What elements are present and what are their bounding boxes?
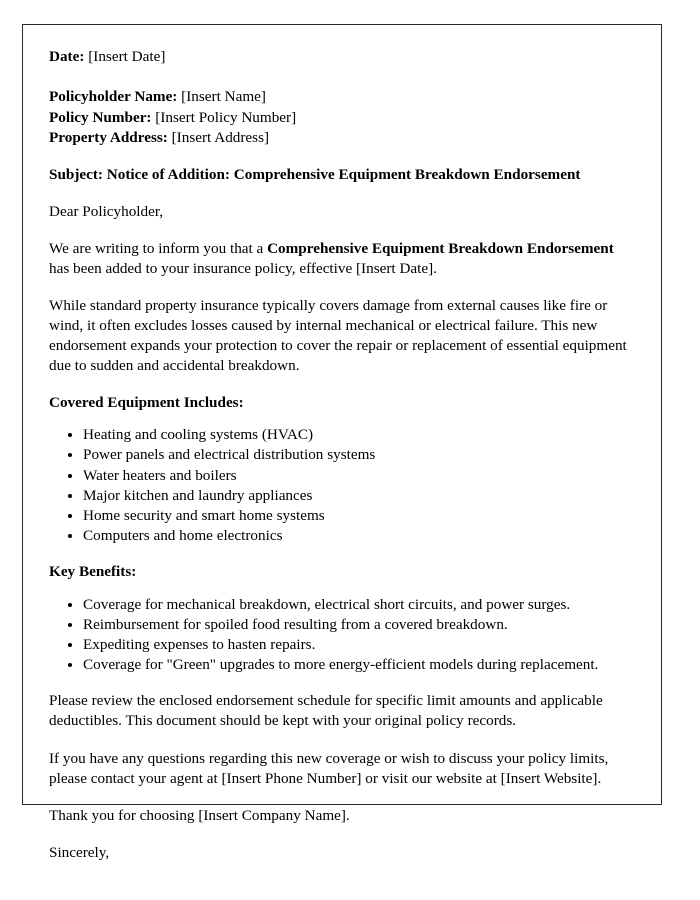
covered-equipment-heading: Covered Equipment Includes: <box>49 394 244 412</box>
document-body <box>23 25 661 863</box>
list-item: • Home security and smart home systems <box>83 506 635 526</box>
intro-text-before: We are writing to inform you that a <box>49 239 268 257</box>
key-benefits-list <box>49 595 635 676</box>
list-item: • Water heaters and boilers <box>83 466 635 486</box>
policy-details-group <box>49 87 635 149</box>
thanks-paragraph: Thank you for choosing [Insert Company Name]. <box>49 806 350 824</box>
date-label: Date: <box>49 48 85 65</box>
property-address-line <box>49 128 635 149</box>
key-benefits-heading: Key Benefits: <box>49 563 137 581</box>
signoff: Sincerely, <box>49 843 110 861</box>
context-paragraph: While standard property insurance typically covers damage from external causes like fire or wind, it often excludes losses caused by internal mechanical or electrical failure. This new endorsement expands your protection to cover the repair or replacement of essential equipment due to sudden and accidental breakdown. <box>49 296 627 375</box>
policy-number-line <box>49 108 635 129</box>
policyholder-name-line <box>49 87 635 108</box>
list-item: • Major kitchen and laundry appliances <box>83 486 635 506</box>
policyholder-name-label: Policyholder Name: <box>49 88 178 106</box>
list-item: • Reimbursement for spoiled food resulting from a covered breakdown. <box>83 615 635 635</box>
subject-line: Subject: Notice of Addition: Comprehensive Equipment Breakdown Endorsement <box>49 165 581 183</box>
policy-number-value: [Insert Policy Number] <box>155 108 297 126</box>
endorsement-name-bold: Comprehensive Equipment Breakdown Endorsement <box>267 239 614 257</box>
review-paragraph: Please review the enclosed endorsement schedule for specific limit amounts and applicable deductibles. This document should be kept with your original policy records. <box>49 692 603 730</box>
property-address-label: Property Address: <box>49 129 168 147</box>
document-page <box>22 24 662 861</box>
list-item: • Power panels and electrical distribution systems <box>83 445 635 465</box>
contact-paragraph: If you have any questions regarding this new coverage or wish to discuss your policy limits, please contact your agent at [Insert Phone Number] or visit our website at [Insert Website]. <box>49 749 609 787</box>
intro-paragraph <box>49 239 635 279</box>
policyholder-name-value: [Insert Name] <box>181 88 266 106</box>
date-line <box>49 47 635 67</box>
list-item: • Heating and cooling systems (HVAC) <box>83 425 635 445</box>
property-address-value: [Insert Address] <box>171 129 270 147</box>
policy-number-label: Policy Number: <box>49 108 152 126</box>
list-item: • Coverage for "Green" upgrades to more energy-efficient models during replacement. <box>83 655 635 675</box>
date-value: [Insert Date] <box>88 48 166 65</box>
salutation: Dear Policyholder, <box>49 202 164 220</box>
list-item: • Coverage for mechanical breakdown, electrical short circuits, and power surges. <box>83 595 635 615</box>
covered-equipment-list <box>49 425 635 546</box>
list-item: • Expediting expenses to hasten repairs. <box>83 635 635 655</box>
list-item: • Computers and home electronics <box>83 526 635 546</box>
intro-text-after: has been added to your insurance policy, effective [Insert Date]. <box>49 259 437 277</box>
